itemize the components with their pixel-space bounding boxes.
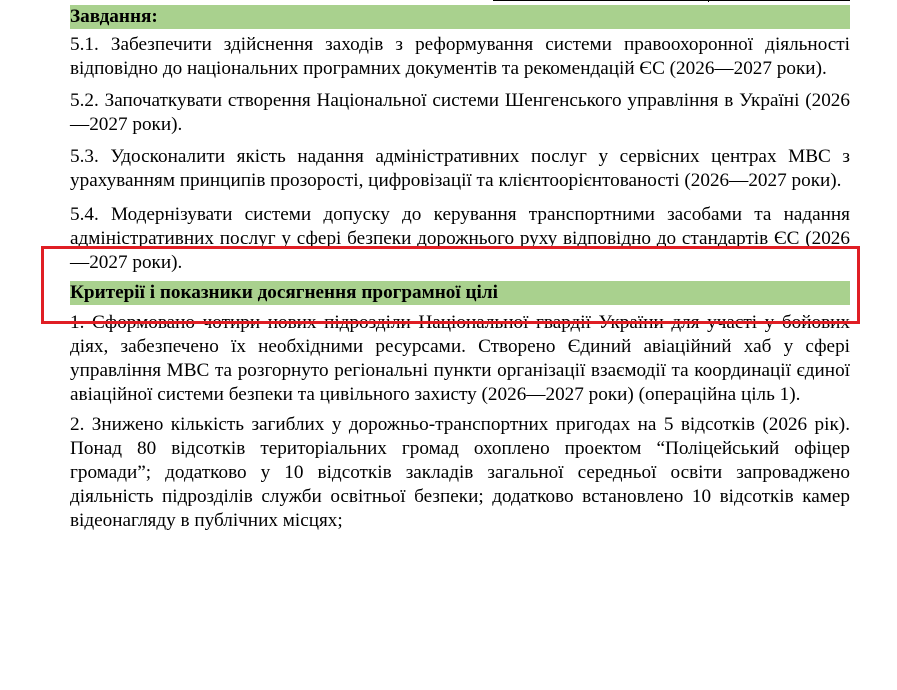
task-item-5-1: 5.1. Забезпечити здійснення заходів з реформування системи правоохоронної діяльності відповідно до національних програмних документів та рекомендацій ЄС (2026—2027 роки). (70, 34, 850, 79)
top-table-divider (708, 0, 709, 2)
document-body (70, 5, 850, 533)
criteria-item-2: 2. Знижено кількість загиблих у дорожньо-транспортних пригодах на 5 відсотків (2026 рік). Понад 80 відсотків територіальних громад охоплено проектом “Поліцейський офіцер громади”; додатково у 10 відсотків закладів загальної середньої освіти запроваджено діяльність підрозділів служби освітньої безпеки; додатково встановлено 10 відсотків камер відеонагляду в публічних місцях; (70, 414, 850, 531)
task-item-5-3: 5.3. Удосконалити якість надання адміністративних послуг у сервісних центрах МВС з урахуванням принципів прозорості, цифровізації та клієнтоорієнтованості (2026—2027 роки). (70, 146, 850, 191)
task-item-5-2: 5.2. Започаткувати створення Національної системи Шенгенського управління в Україні (2026—2027 роки). (70, 90, 850, 135)
criteria-section-header: Критерії і показники досягнення програмної цілі (70, 281, 850, 305)
top-table-border (493, 0, 850, 1)
criteria-item-1: 1. Сформовано чотири нових підрозділи Національної гвардії України для участі у бойових діях, забезпечено їх необхідними ресурсами. Створено Єдиний авіаційний хаб у сфері управління МВС та розгорнуто регіональні пункти організації взаємодії та координації єдиної авіаційної системи безпеки та цивільного захисту (2026—2027 роки) (операційна ціль 1). (70, 312, 850, 405)
tasks-section-header: Завдання: (70, 5, 850, 29)
task-item-5-4: 5.4. Модернізувати системи допуску до керування транспортними засобами та надання адміністративних послуг у сфері безпеки дорожнього руху відповідно до стандартів ЄС (2026—2027 роки). (70, 204, 850, 273)
